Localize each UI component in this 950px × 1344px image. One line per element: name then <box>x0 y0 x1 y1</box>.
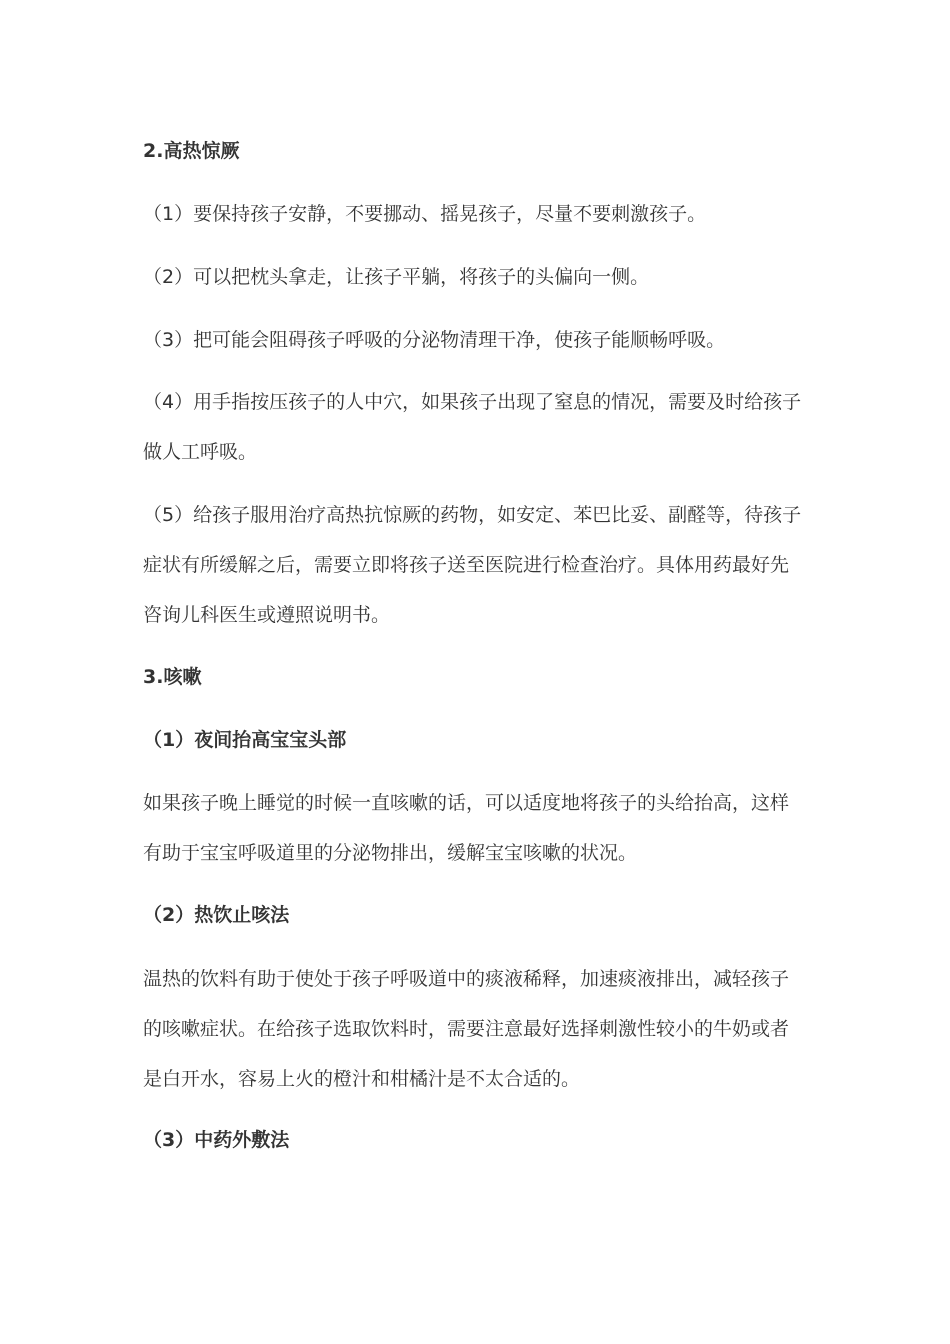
heading-text: 2.高热惊厥 <box>143 140 240 162</box>
subheading-raise-head <box>143 715 813 765</box>
subheading-hot-drink <box>143 890 813 940</box>
section-heading-cough <box>143 652 813 702</box>
subheading-herbal-compress <box>143 1115 813 1165</box>
paragraph-line: （2）可以把枕头拿走，让孩子平躺，将孩子的头偏向一侧。 <box>143 266 650 288</box>
paragraph-hot-drink <box>143 954 813 1104</box>
paragraph-line: 有助于宝宝呼吸道里的分泌物排出，缓解宝宝咳嗽的状况。 <box>143 842 638 864</box>
paragraph-line: 咨询儿科医生或遵照说明书。 <box>143 604 391 626</box>
subheading-text: （2）热饮止咳法 <box>143 904 290 926</box>
paragraph-line: 温热的饮料有助于使处于孩子呼吸道中的痰液稀释，加速痰液排出，减轻孩子 <box>143 968 790 990</box>
paragraph-line: 做人工呼吸。 <box>143 441 258 463</box>
paragraph-item-5 <box>143 490 813 640</box>
paragraph-raise-head <box>143 778 813 878</box>
subheading-text: （3）中药外敷法 <box>143 1129 290 1151</box>
section-heading-high-fever-convulsion <box>143 126 813 176</box>
paragraph-item-3 <box>143 315 813 365</box>
paragraph-line: 是白开水，容易上火的橙汁和柑橘汁是不太合适的。 <box>143 1068 581 1090</box>
paragraph-line: （5）给孩子服用治疗高热抗惊厥的药物，如安定、苯巴比妥、副醛等，待孩子 <box>143 504 802 526</box>
paragraph-line: （4）用手指按压孩子的人中穴，如果孩子出现了窒息的情况，需要及时给孩子 <box>143 391 802 413</box>
paragraph-line: 症状有所缓解之后，需要立即将孩子送至医院进行检查治疗。具体用药最好先 <box>143 554 790 576</box>
paragraph-item-2 <box>143 252 813 302</box>
paragraph-line: （1）要保持孩子安静，不要挪动、摇晃孩子，尽量不要刺激孩子。 <box>143 203 707 225</box>
subheading-text: （1）夜间抬高宝宝头部 <box>143 729 347 751</box>
heading-text: 3.咳嗽 <box>143 666 202 688</box>
paragraph-item-1 <box>143 189 813 239</box>
paragraph-line: （3）把可能会阻碍孩子呼吸的分泌物清理干净，使孩子能顺畅呼吸。 <box>143 329 726 351</box>
paragraph-item-4 <box>143 377 813 477</box>
paragraph-line: 如果孩子晚上睡觉的时候一直咳嗽的话，可以适度地将孩子的头给抬高，这样 <box>143 792 790 814</box>
paragraph-line: 的咳嗽症状。在给孩子选取饮料时，需要注意最好选择刺激性较小的牛奶或者 <box>143 1018 790 1040</box>
